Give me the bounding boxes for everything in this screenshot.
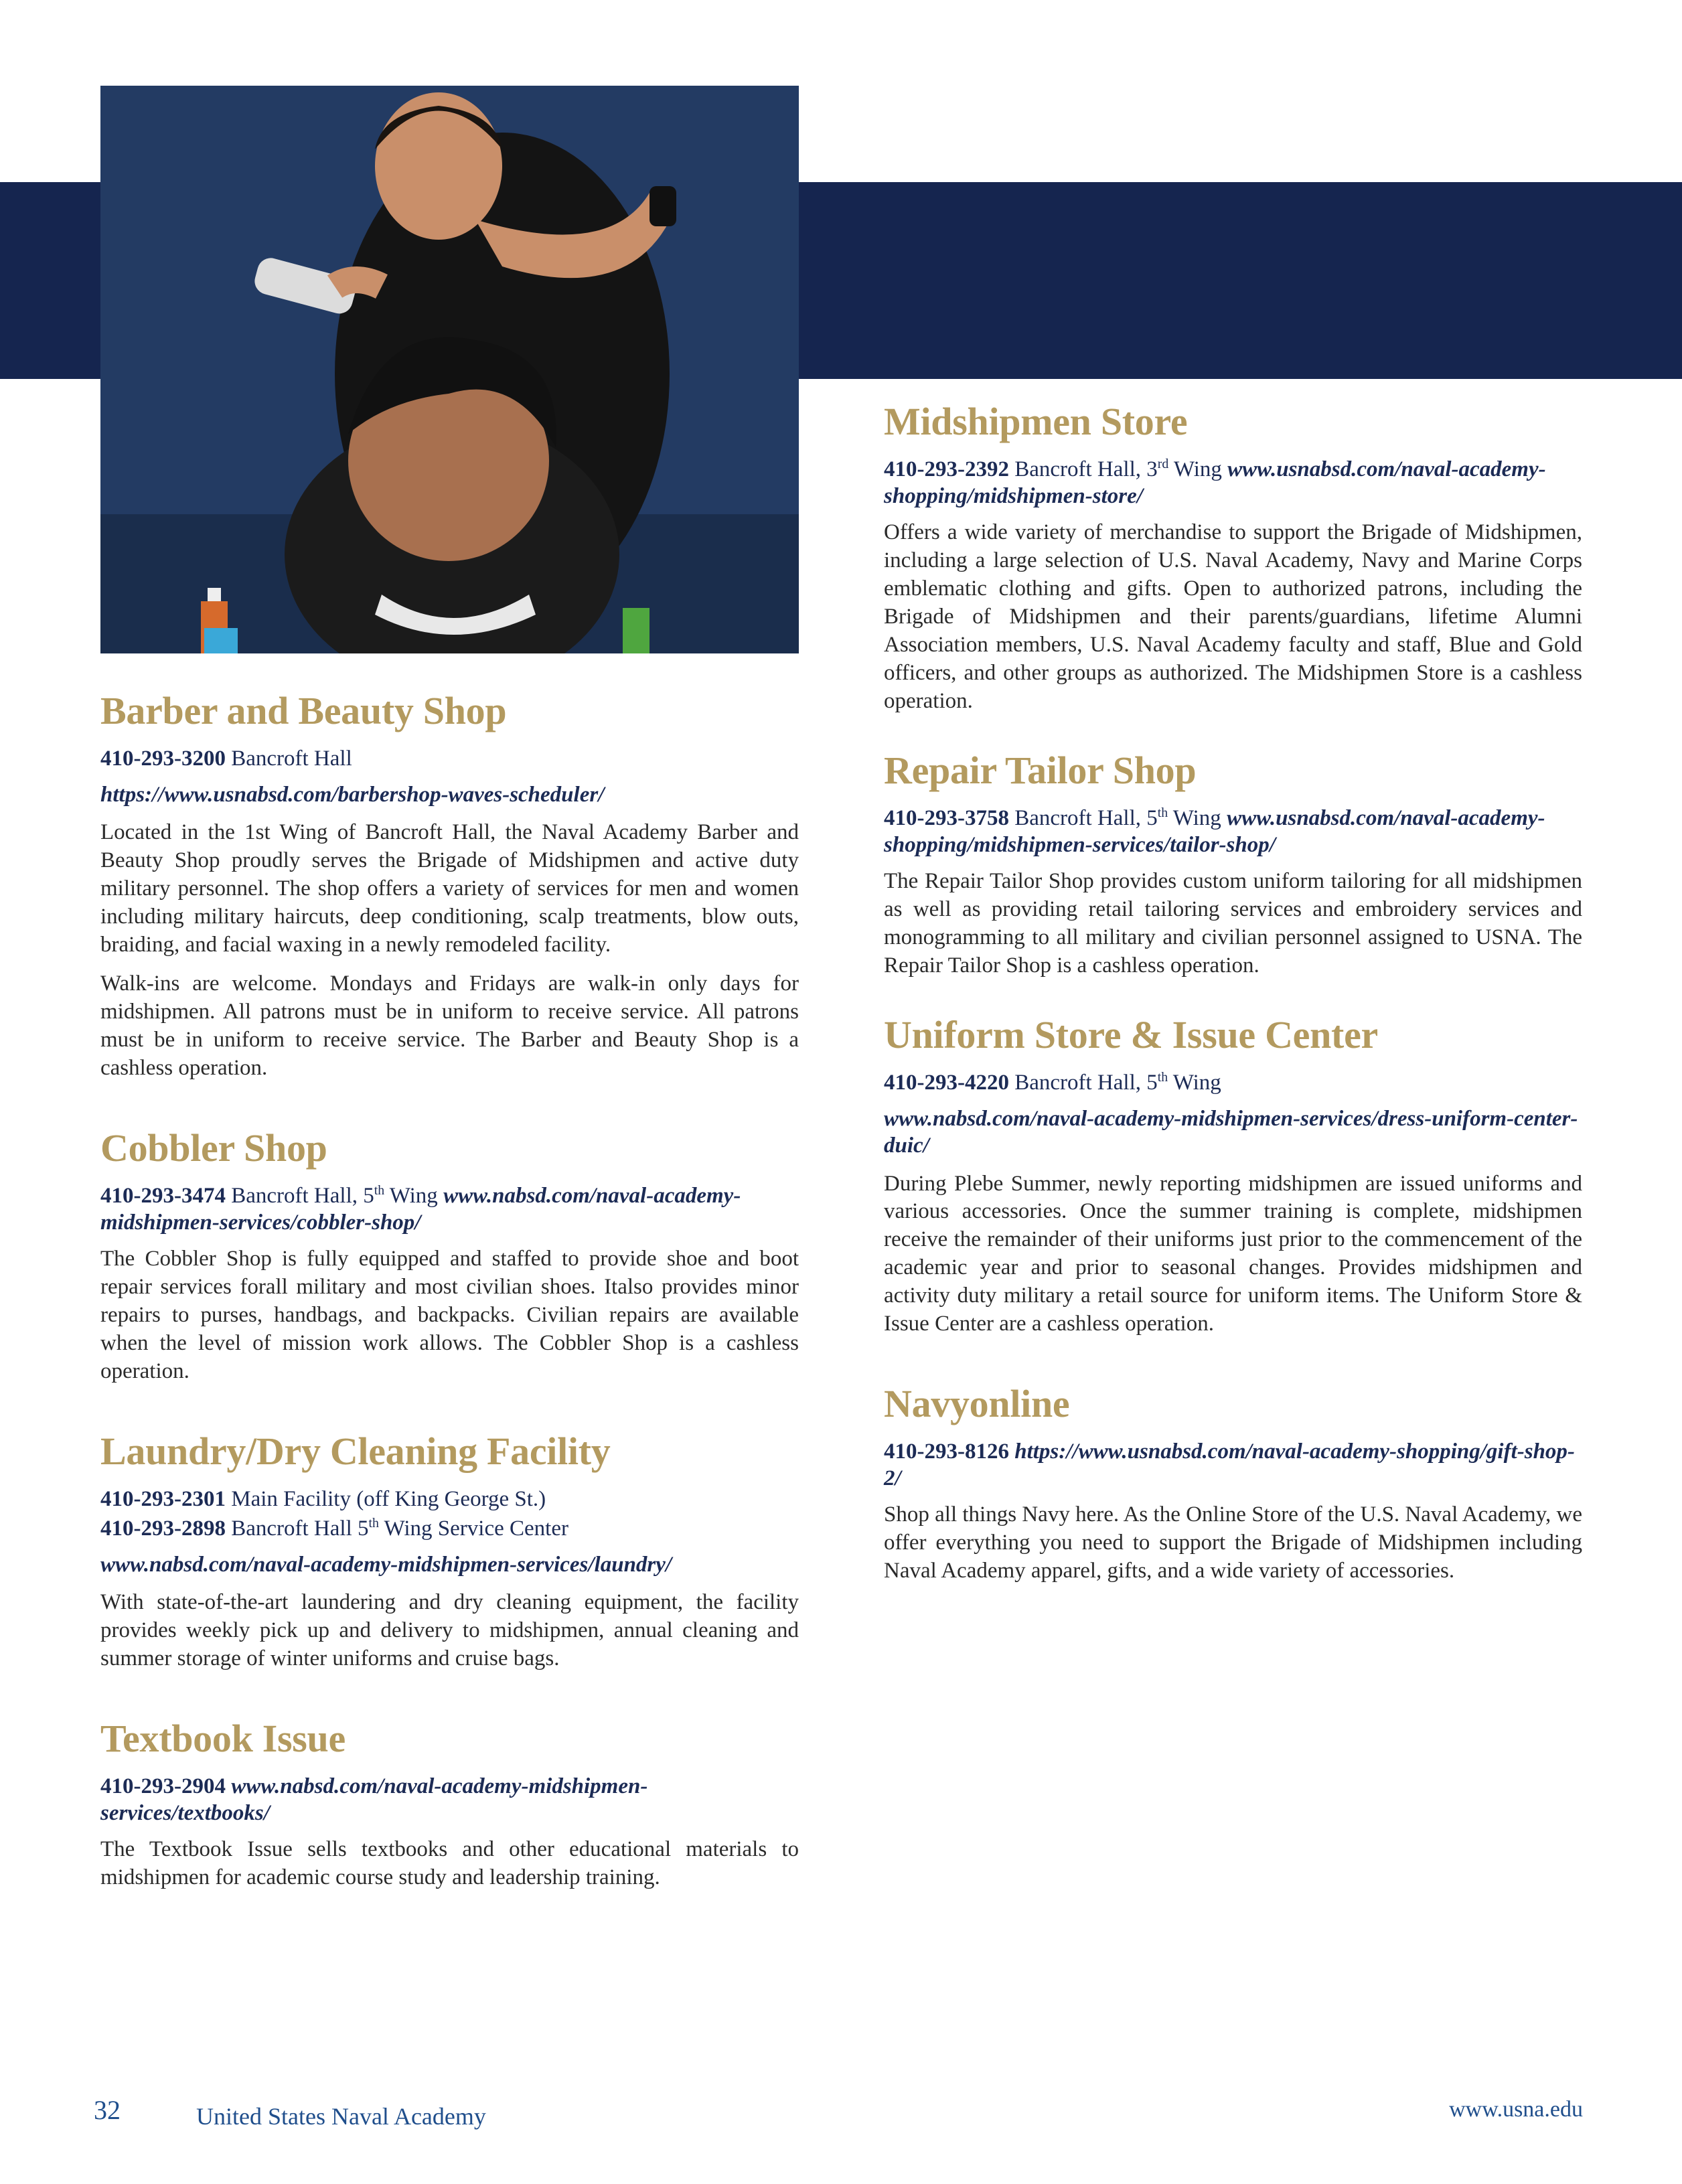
section-repair-tailor — [884, 749, 1582, 980]
description: Shop all things Navy here. As the Online Store of the U.S. Naval Academy, we offer everything you need to support the Brigade of Midshipmen including Naval Academy apparel, gifts, and a wide variety of accessories. — [884, 1502, 1582, 1583]
section-cobbler — [100, 1127, 799, 1386]
location: Main Facility (off King George St.) — [231, 1486, 546, 1511]
location: Bancroft Hall — [231, 746, 352, 771]
location: Bancroft Hall, 5th Wing — [231, 1182, 438, 1208]
website-link[interactable]: www.nabsd.com/naval-academy-midshipmen-services/laundry/ — [100, 1553, 672, 1577]
section-midshipmen-store — [884, 400, 1582, 716]
section-title-navyonline: Navyonline — [884, 1382, 1070, 1426]
section-uniform-store — [884, 1014, 1582, 1338]
barber-photo-illustration — [100, 86, 799, 653]
phone-number[interactable]: 410-293-2898 — [100, 1516, 226, 1541]
section-navyonline — [884, 1383, 1582, 1585]
url-line — [100, 781, 799, 808]
phone-number[interactable]: 410-293-8126 — [884, 1439, 1009, 1464]
section-title-cobbler: Cobbler Shop — [100, 1125, 327, 1170]
contact-line — [100, 1486, 799, 1512]
phone-number[interactable]: 410-293-4220 — [884, 1070, 1009, 1095]
footer-title: United States Naval Academy — [196, 2103, 486, 2130]
website-link[interactable]: www.usnabsd.com/naval-academy-shopping/midshipmen-services/tailor-shop/ — [884, 805, 1545, 857]
phone-number[interactable]: 410-293-3474 — [100, 1183, 226, 1208]
phone-number[interactable]: 410-293-3200 — [100, 746, 226, 771]
phone-number[interactable]: 410-293-2904 — [100, 1774, 226, 1798]
website-link[interactable]: www.nabsd.com/naval-academy-midshipmen-services/cobbler-shop/ — [100, 1183, 741, 1235]
right-column — [884, 400, 1582, 1596]
section-title-midshipmen-store: Midshipmen Store — [884, 400, 1188, 443]
url-line — [884, 1105, 1582, 1160]
phone-number[interactable]: 410-293-2301 — [100, 1486, 226, 1511]
contact-line — [884, 805, 1582, 859]
description: With state-of-the-art laundering and dry cleaning equipment, the facility provides weekly pick up and delivery to midshipmen, annual cleaning and summer storage of winter uniforms and cruise bags. — [100, 1590, 799, 1671]
contact-line — [100, 1773, 799, 1827]
description: Walk-ins are welcome. Mondays and Fridays are walk-in only days for midshipmen. All patrons must be in uniform to receive service. All patrons must be in uniform to receive service. The Barber and Beauty Shop is a cashless operation. — [100, 971, 799, 1080]
contact-line — [884, 1438, 1582, 1492]
contact-line — [100, 745, 799, 772]
description: The Cobbler Shop is fully equipped and staffed to provide shoe and boot repair services forall military and most civilian shoes. Italso provides minor repairs to purses, handbags, and backpacks. Civilian repairs are available when the level of mission work allows. The Cobbler Shop is a cashless operation. — [100, 1247, 799, 1383]
left-column — [100, 690, 799, 1903]
contact-line — [100, 1515, 799, 1542]
section-title-textbook: Textbook Issue — [100, 1717, 346, 1761]
section-barber — [100, 690, 799, 1083]
section-title-repair-tailor: Repair Tailor Shop — [884, 748, 1197, 792]
website-link[interactable]: www.usnabsd.com/naval-academy-shopping/midshipmen-store/ — [884, 457, 1546, 509]
page-number: 32 — [94, 2095, 121, 2125]
website-link[interactable]: https://www.usnabsd.com/barbershop-waves-scheduler/ — [100, 783, 605, 807]
website-link[interactable]: www.nabsd.com/naval-academy-midshipmen-services/dress-uniform-center-duic/ — [884, 1107, 1578, 1158]
description: During Plebe Summer, newly reporting midshipmen are issued uniforms and various accessories. Once the summer training is complete, midshipmen receive the remainder of their uniforms just prior to the commencement of the academic year and prior to seasonal changes. Provides midshipmen and activity duty military a retail source for uniform items. The Uniform Store & Issue Center are a cashless operation. — [884, 1171, 1582, 1336]
phone-number[interactable]: 410-293-2392 — [884, 457, 1009, 481]
section-title-laundry: Laundry/Dry Cleaning Facility — [100, 1429, 611, 1473]
website-link[interactable]: www.nabsd.com/naval-academy-midshipmen-services/textbooks/ — [100, 1774, 648, 1826]
contact-line — [100, 1182, 799, 1237]
location: Bancroft Hall, 5th Wing — [1014, 805, 1221, 830]
website-link[interactable]: https://www.usnabsd.com/naval-academy-shopping/gift-shop-2/ — [884, 1439, 1575, 1491]
url-line — [100, 1551, 799, 1578]
footer-website-link[interactable]: www.usna.edu — [1449, 2097, 1583, 2122]
contact-line — [884, 456, 1582, 510]
section-title-barber: Barber and Beauty Shop — [100, 689, 507, 732]
phone-number[interactable]: 410-293-3758 — [884, 805, 1009, 830]
description: The Repair Tailor Shop provides custom uniform tailoring for all midshipmen as well as providing retail tailoring services and embroidery services and monogramming to all military and civilian personnel assigned to USNA. The Repair Tailor Shop is a cashless operation. — [884, 869, 1582, 978]
barber-photo — [100, 86, 799, 653]
section-textbook — [100, 1717, 799, 1892]
section-title-uniform-store: Uniform Store & Issue Center — [884, 1012, 1378, 1057]
description: The Textbook Issue sells textbooks and other educational materials to midshipmen for academic course study and leadership training. — [100, 1837, 799, 1890]
location: Bancroft Hall, 5th Wing — [1014, 1069, 1221, 1095]
contact-line — [884, 1069, 1582, 1096]
section-laundry — [100, 1430, 799, 1673]
location: Bancroft Hall 5th Wing Service Center — [231, 1515, 568, 1541]
description: Located in the 1st Wing of Bancroft Hall, the Naval Academy Barber and Beauty Shop proudly serves the Brigade of Midshipmen and active duty military personnel. The shop offers a variety of services for men and women including military haircuts, deep conditioning, scalp treatments, blow outs, braiding, and facial waxing in a newly remodeled facility. — [100, 820, 799, 957]
location: Bancroft Hall, 3rd Wing — [1014, 456, 1222, 481]
description: Offers a wide variety of merchandise to support the Brigade of Midshipmen, including a large selection of U.S. Naval Academy, Navy and Marine Corps emblematic clothing and gifts. Open to authorized patrons, including the Brigade of Midshipmen and their parents/guardians, lifetime Alumni Association members, U.S. Naval Academy faculty and staff, Blue and Gold officers, and other groups as authorized. The Midshipmen Store is a cashless operation. — [884, 520, 1582, 713]
